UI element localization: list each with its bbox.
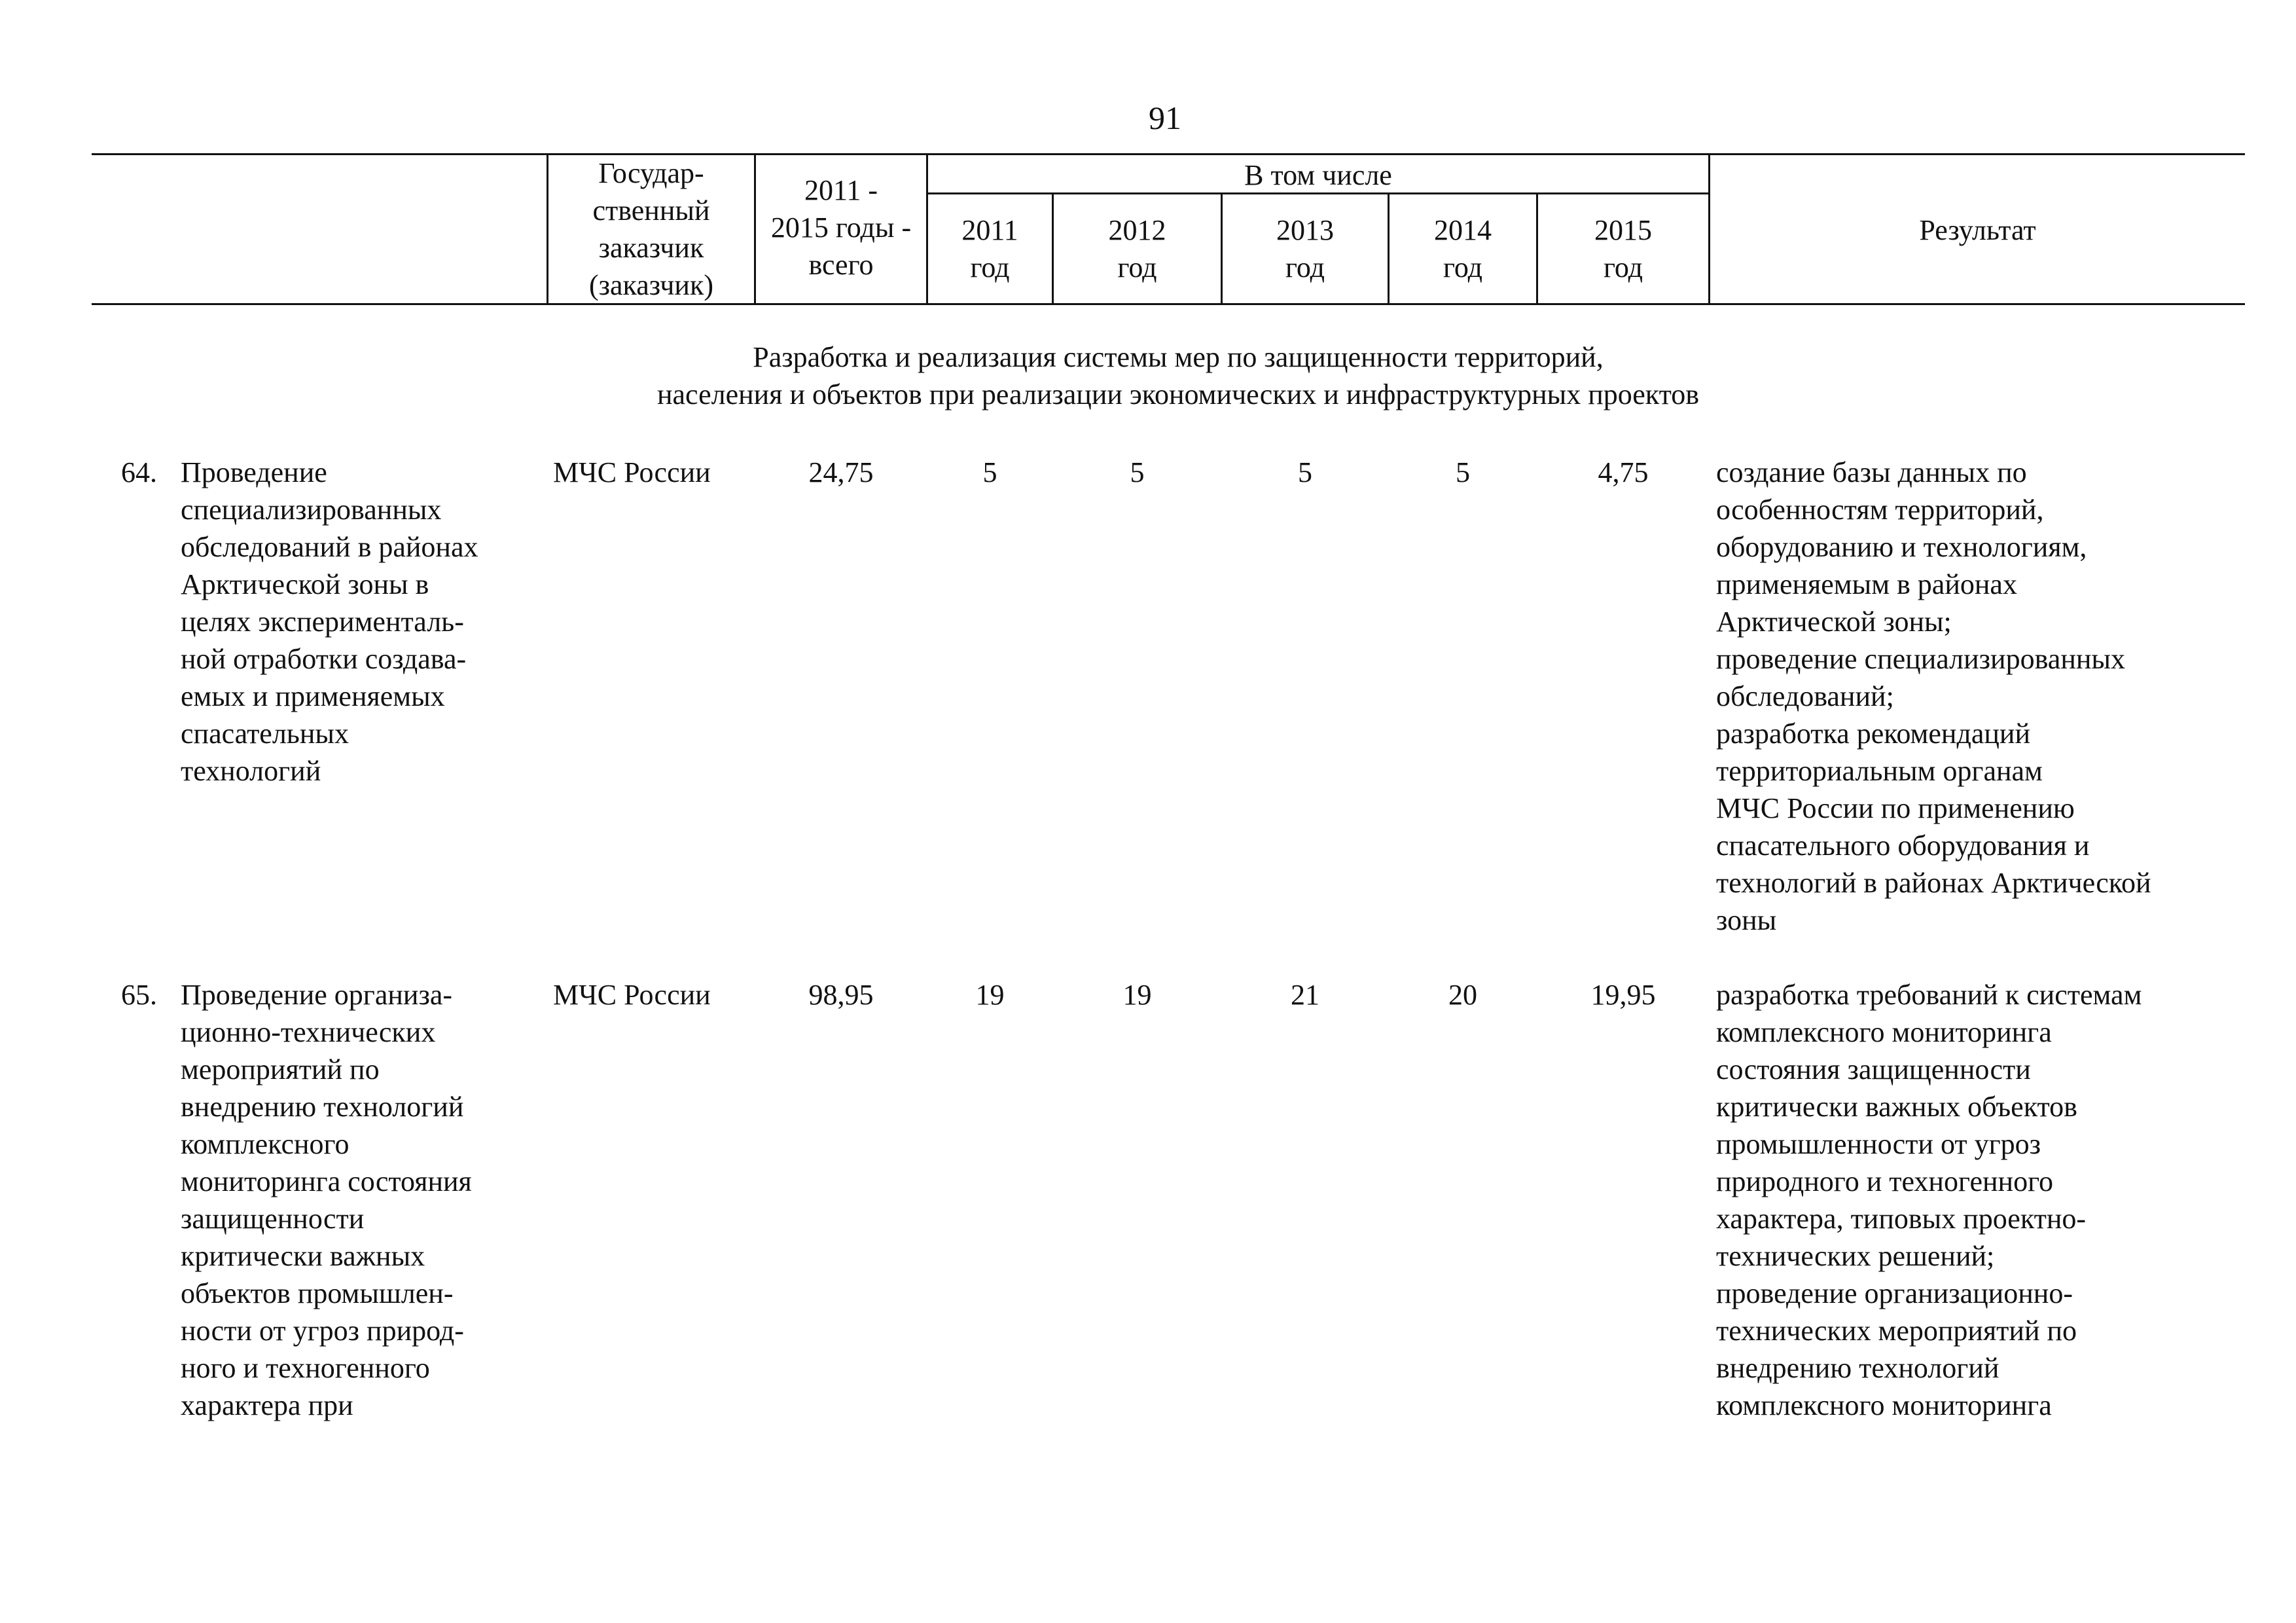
header-customer: Государ- ственный заказчик (заказчик) <box>588 157 713 301</box>
row-number: 65. <box>121 979 157 1011</box>
row-value-2014: 5 <box>1456 456 1470 488</box>
row-value-2014: 20 <box>1448 979 1477 1011</box>
row-description: Проведение специализированных обследований в районах Арктической зоны в целях эксперименталь- ной отработки создава- емых и применяемых спасательных технологий <box>181 456 478 787</box>
row-customer: МЧС России <box>553 979 711 1011</box>
row-value-2013: 21 <box>1291 979 1319 1011</box>
row-value-2012: 19 <box>1122 979 1152 1011</box>
header-year-2011: 2011 год <box>961 214 1018 283</box>
row-result: разработка требований к системам комплексного мониторинга состояния защищенности критически важных объектов промышленности от угроз природного и техногенного характера, типовых проектно- технических решений; проведение организационно- технических мероприятий по внедрению технологий комплексного мониторинга <box>1716 979 2142 1421</box>
header-year-2013: 2013 год <box>1276 214 1334 283</box>
section-heading: Разработка и реализация системы мер по защищенности территорий, населения и объектов при реализации экономических и инфраструктурных проектов <box>656 341 1700 410</box>
row-description: Проведение организа- ционно-технических мероприятий по внедрению технологий комплексного мониторинга состояния защищенности критически важных объектов промышлен- ности от угроз природ- ного и техногенного характера при <box>181 979 472 1421</box>
header-result: Результат <box>1919 214 2036 246</box>
header-including: В том числе <box>1244 159 1392 191</box>
header-year-2015: 2015 год <box>1594 214 1652 283</box>
header-total: 2011 - 2015 годы - всего <box>770 174 912 281</box>
row-value-2013: 5 <box>1298 456 1312 488</box>
header-year-2014: 2014 год <box>1434 214 1492 283</box>
header-year-2012: 2012 год <box>1108 214 1166 283</box>
page-number: 91 <box>1149 100 1181 136</box>
header-bottom-rule <box>92 303 2245 305</box>
row-value-2015: 19,95 <box>1590 979 1656 1011</box>
row-value-2011: 5 <box>982 456 997 488</box>
row-value-2012: 5 <box>1130 456 1145 488</box>
header-top-rule <box>92 153 2245 155</box>
row-customer: МЧС России <box>553 456 711 488</box>
row-result: создание базы данных по особенностям территорий, оборудованию и технологиям, применяемым в районах Арктической зоны; проведение специализированных обследований; разработка рекомендаций территориальным органам МЧС России по применению спасательного оборудования и технологий в районах Арктической зоны <box>1716 456 2151 936</box>
row-total: 98,95 <box>808 979 874 1011</box>
row-value-2011: 19 <box>975 979 1005 1011</box>
row-number: 64. <box>121 456 157 488</box>
row-total: 24,75 <box>808 456 874 488</box>
row-value-2015: 4,75 <box>1598 456 1649 488</box>
